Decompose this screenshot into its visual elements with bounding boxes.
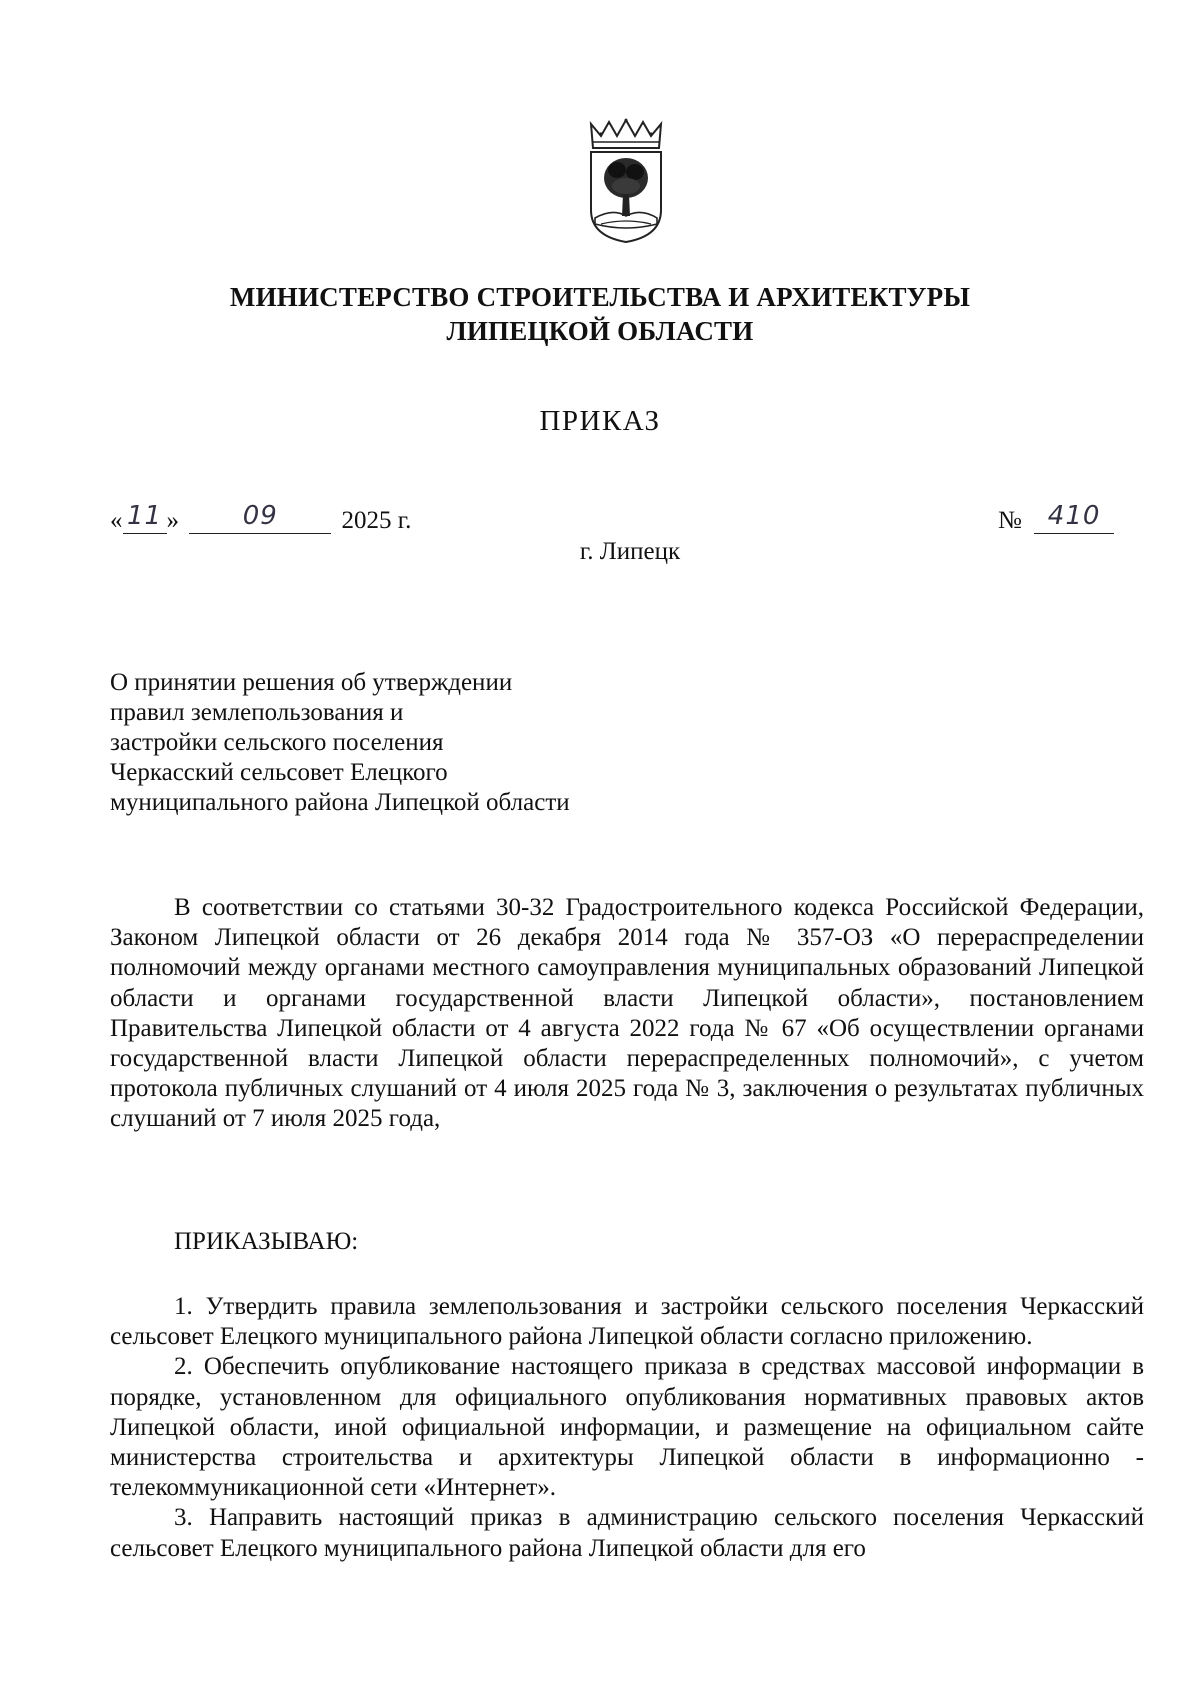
order-items [110,1292,1144,1564]
number-value: 410 [1047,501,1101,531]
ministry-line-2: ЛИПЕЦКОЙ ОБЛАСТИ [446,316,754,346]
date-month: 09 [242,501,278,531]
date-close-quote: » [166,507,179,534]
order-word: ПРИКАЗЫВАЮ: [174,1228,359,1255]
subject-line: О принятии решения об утверждении [110,669,513,696]
ministry-name [0,280,1200,348]
preamble-paragraph: В соответствии со статьями 30-32 Градостроительного кодекса Российской Федерации, Законом Липецкой области от 26 декабря 2014 года № 357-ОЗ «О перераспределении полномочий между органами местного самоуправления муниципальных образований Липецкой области и органами государственной власти Липецкой области», постановлением Правительства Липецкой области от 4 августа 2022 года № 67 «Об осуществлении органами государственной власти Липецкой области перераспределенных полномочий», с учетом протокола публичных слушаний от 4 июля 2025 года № 3, заключения о результатах публичных слушаний от 7 июля 2025 года, [110,894,1144,1133]
number-label: № [998,507,1022,534]
order-item: 2. Обеспечить опубликование настоящего приказа в средствах массовой информации в порядке, установленном для официального опубликования нормативных правовых актов Липецкой области, иной официальной информации, и размещение на официальном сайте министерства строительства и архитектуры Липецкой области в информационно - телекоммуникационной сети «Интернет». [110,1353,1144,1502]
document-number [998,501,1114,535]
subject-line: правил землепользования и [110,699,404,726]
number-field [1034,501,1114,534]
date-day: 11 [126,501,163,531]
document-city: г. Липецк [579,538,681,565]
lipetsk-coat-of-arms-icon [583,118,669,244]
order-item: 3. Направить настоящий приказ в администрацию сельского поселения Черкасский сельсовет Елецкого муниципального района Липецкой области для его [110,1504,1144,1562]
date-year: 2025 г. [341,507,412,534]
document-subject [110,668,570,818]
date-month-field [189,501,331,534]
document-date [110,501,412,535]
order-item: 1. Утвердить правила землепользования и застройки сельского поселения Черкасский сельсовет Елецкого муниципального района Липецкой области согласно приложению. [110,1293,1144,1351]
document-type: ПРИКАЗ [539,405,661,437]
subject-line: муниципального района Липецкой области [110,789,570,816]
date-day-field [123,501,167,534]
date-open-quote: « [110,507,123,534]
ministry-line-1: МИНИСТЕРСТВО СТРОИТЕЛЬСТВА И АРХИТЕКТУРЫ [229,282,971,312]
subject-line: застройки сельского поселения [110,729,444,756]
subject-line: Черкасский сельсовет Елецкого [110,759,448,786]
